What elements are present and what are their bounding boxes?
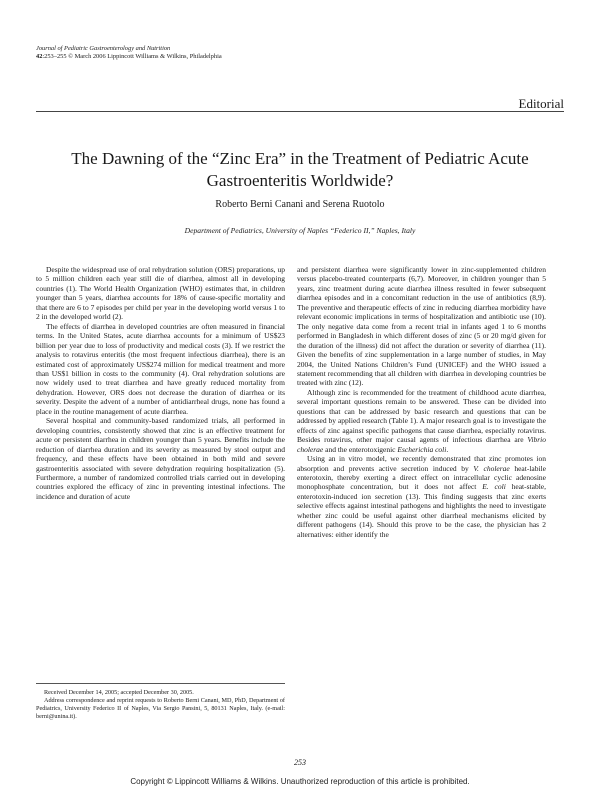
journal-citation	[36, 53, 222, 61]
volume-number: 42	[36, 53, 43, 60]
species-name: V. cholerae	[473, 463, 510, 473]
journal-name: Journal of Pediatric Gastroenterology and Nutrition	[36, 45, 171, 52]
footnote-divider	[36, 683, 285, 684]
author-affiliation: Department of Pediatrics, University of Naples “Federico II,” Naples, Italy	[184, 226, 416, 235]
citation-details: :253–255 © March 2006 Lippincott Williams & Wilkins, Philadelphia	[42, 53, 222, 60]
journal-header	[36, 45, 222, 61]
article-title: The Dawning of the “Zinc Era” in the Treatment of Pediatric Acute Gastroenteritis Worldwide?	[71, 149, 529, 190]
header-divider	[36, 111, 564, 112]
page-number: 253	[294, 758, 306, 767]
copyright-notice: Copyright © Lippincott Williams & Wilkins. Unauthorized reproduction of this article is prohibited.	[130, 777, 470, 786]
left-column	[36, 265, 285, 501]
paragraph: Several hospital and community-based randomized trials, all performed in developing countries, consistently showed that zinc is an effective treatment for acute or persistent diarrhea in children younger than 5 years. Benefits include the reduction of diarrhea duration and its severity as measured by stool output and frequency, and these effects have been obtained in both mild and severe gastroenteritis associated with severe dehydration requiring hospitalization (5). Furthermore, a number of randomized controlled trials carried out in developing countries explored the efficacy of zinc in preventing intestinal infections. The incidence and duration of acute	[36, 416, 285, 501]
section-label: Editorial	[518, 96, 564, 111]
paragraph: Using an in vitro model, we recently demonstrated that zinc promotes ion absorption and prevents active secretion induced by V. cholerae heat-labile enterotoxin, thereby exerting a direct effect on intracellular cyclic adenosine monophosphate concentration, but it does not affect E. coli heat-stable, enterotoxin-induced ion secretion (13). This finding suggests that zinc exerts selective effects against intestinal pathogens and highlights the need to investigate whether zinc could be useful against other diarrheal mechanisms elicited by different pathogens (14). Should this prove to be the case, the physician has 2 alternatives: either identify the	[297, 454, 546, 539]
footnote-correspondence: Address correspondence and reprint requests to Roberto Berni Canani, MD, PhD, Department of Pediatrics, University Federico II of Naples, Via Sergio Pansini, 5, 80131 Naples, Italy. (e-mail: berni@unina.it).	[36, 697, 285, 720]
footnotes	[36, 689, 285, 721]
paragraph: and persistent diarrhea were significantly lower in zinc-supplemented children versus placebo-treated counterparts (6,7). Moreover, in children younger than 5 years, zinc treatment during acute diarrhea illness resulted in fewer subsequent diarrhea episodes and in a concomitant reduction in the use of antibiotics (8,9). The preventive and therapeutic effects of zinc in reducing diarrhea morbidity have relevant economic implications in terms of hospitalization and antibiotic use (10). The only negative data come from a recent trial in infants aged 1 to 6 months performed in Bangladesh in which different doses of zinc (5 or 20 mg/d given for the duration of the illness) did not affect the duration or severity of diarrhea (11). Given the benefits of zinc supplementation in a large number of studies, in May 2004, the United Nations Children’s Fund (UNICEF) and the WHO issued a statement recommending that all children with diarrhea in developing countries be treated with zinc (12).	[297, 265, 546, 388]
article-authors: Roberto Berni Canani and Serena Ruotolo	[215, 199, 385, 210]
paragraph: The effects of diarrhea in developed countries are often measured in financial terms. In the United States, acute diarrhea accounts for a minimum of US$23 billion per year due to loss of productivity and medical costs (3). If we restrict the analysis to rotavirus enteritis (the most frequent infectious diarrhea), there is an estimated cost of approximately US$274 million for medical treatment and more than US$1 billion in costs to the community (4). Oral rehydration solutions are now widely used to treat diarrhea and have greatly reduced mortality from dehydration. However, ORS does not decrease the duration of diarrhea or its severity. Despite the advent of a number of antidiarrheal drugs, none has found a place in the routine management of acute diarrhea.	[36, 321, 285, 416]
right-column	[297, 265, 546, 539]
footnote-received: Received December 14, 2005; accepted December 30, 2005.	[44, 689, 194, 696]
species-name: Vibrio cholerae	[297, 435, 546, 454]
species-name: Escherichia coli	[397, 444, 447, 454]
paragraph: Although zinc is recommended for the treatment of childhood acute diarrhea, several important questions remain to be answered. These can be divided into questions that can be addressed by basic research and questions that can be addressed by applied research (Table 1). A major research goal is to investigate the effects of zinc against specific pathogens that cause diarrhea, especially rotavirus. Besides rotavirus, other major causal agents of infectious diarrhea are Vibrio cholerae and the enterotoxigenic Escherichia coli.	[297, 387, 546, 454]
species-name: E. coli	[482, 482, 506, 492]
paragraph: Despite the widespread use of oral rehydration solution (ORS) preparations, up to 5 million children each year still die of diarrhea, almost all in developing countries (1). The World Health Organization (WHO) estimates that, in children younger than 5 years, diarrhea accounts for 18% of cause-specific mortality and that there are 6 to 7 episodes per child per year in the developing world versus 1 to 2 in the developed world (2).	[36, 265, 285, 322]
